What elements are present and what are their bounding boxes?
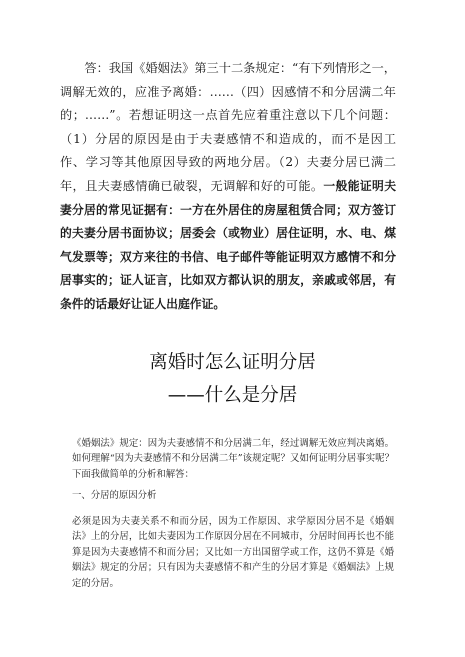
body-paragraph xyxy=(72,514,394,591)
intro-paragraph xyxy=(72,436,394,482)
section-heading-text: 一、分居的原因分析 xyxy=(72,490,157,501)
section-heading xyxy=(72,488,394,503)
body-text: 必须是因为夫妻关系不和而分居，因为工作原因、求学原因分居不是《婚姻法》上的分居，比如夫妻因为工作原因分居在不同城市，分居时间再长也不能算是因为夫妻感情不和而分居；又比如一方出国留学或工作，这仍不算是《婚姻法》规定的分居；只有因为夫妻感情不和产生的分居才算是《婚姻法》上规定的分居。 xyxy=(72,516,394,589)
intro-text: 《婚姻法》规定：因为夫妻感情不和分居满二年，经过调解无效应判决离婚。如何理解“因为夫妻感情不和分居满二年”该规定呢？又如何证明分居事实呢？下面我做简单的分析和解答： xyxy=(72,438,394,480)
answer-lead-text: 答：我国《婚姻法》第三十二条规定：“有下列情形之一，调解无效的，应准予离婚：……（四）因感情不和分居满二年的；……”。若想证明这一点首先应着重注意以下几个问题：（1）分居的原因是由于夫妻感情不和造成的，而不是因工作、学习等其他原因导致的两地分居。（2）夫妻分居已满二年，且夫妻感情确已破裂，无调解和好的可能。 xyxy=(60,61,396,193)
answer-section xyxy=(60,57,396,317)
article-title: 离婚时怎么证明分居 xyxy=(149,352,316,373)
answer-paragraph xyxy=(60,57,396,317)
evidence-bold-text: 一般能证明夫妻分居的常见证据有：一方在外居住的房屋租赁合同；双方签订的夫妻分居书面协议；居委会（或物业）居住证明，水、电、煤气发票等；双方来往的书信、电子邮件等能证明双方感情不和分居事实的；证人证言，比如双方都认识的朋友，亲戚或邻居，有条件的话最好让证人出庭作证。 xyxy=(60,178,396,311)
article-subtitle: ——什么是分居 xyxy=(167,385,298,406)
